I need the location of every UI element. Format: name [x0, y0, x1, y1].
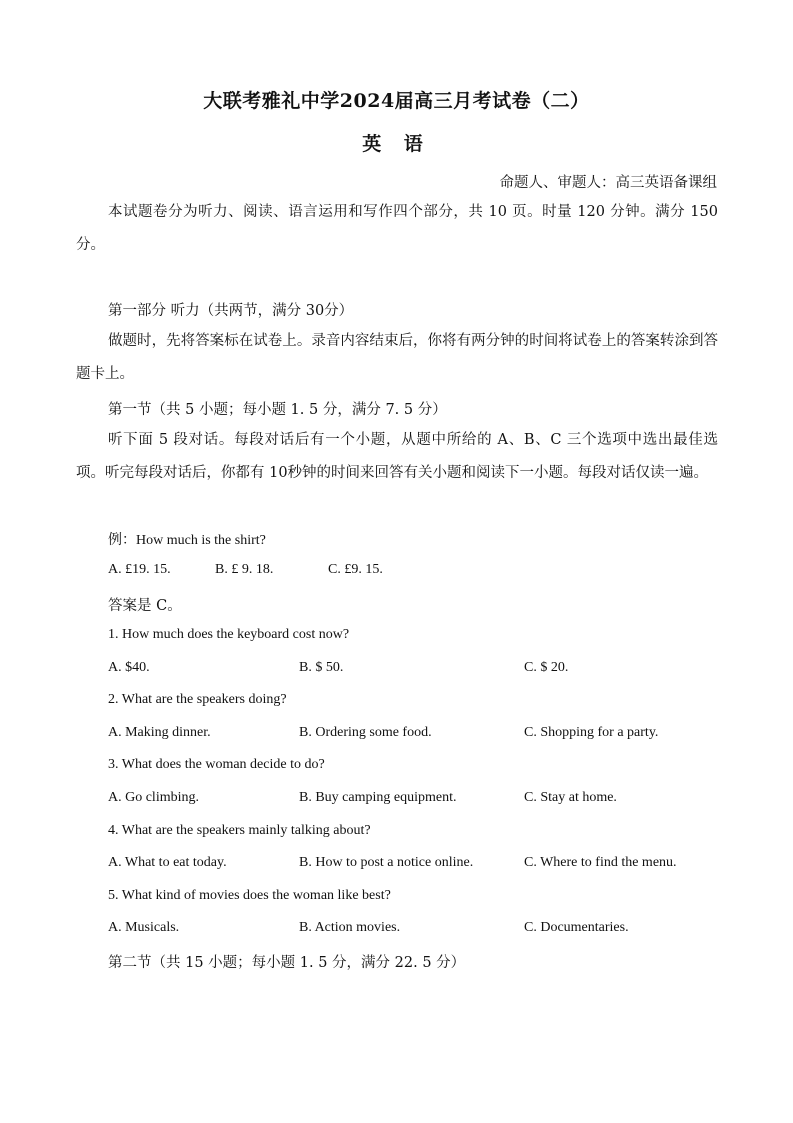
question-3-option-a: A. Go climbing. — [108, 790, 199, 805]
question-4-option-c: C. Where to find the menu. — [524, 855, 677, 870]
question-4-option-a: A. What to eat today. — [108, 855, 227, 870]
authors-line: 命题人、审题人：高三英语备课组 — [499, 175, 717, 191]
question-2-option-b: B. Ordering some food. — [299, 725, 432, 740]
example-question — [108, 529, 266, 549]
question-2-option-a: A. Making dinner. — [108, 725, 211, 740]
question-5-option-c: C. Documentaries. — [524, 920, 629, 935]
example-option-c: C. £9. 15. — [328, 562, 383, 577]
example-question-text: 例：How much is the shirt? — [108, 533, 266, 548]
question-5-option-a: A. Musicals. — [108, 920, 180, 935]
part1-instructions: 做题时，先将答案标在试卷上。录音内容结束后，你将有两分钟的时间将试卷上的答案转涂到答题卡上。 — [76, 333, 718, 382]
question-3-option-b: B. Buy camping equipment. — [299, 790, 457, 805]
question-2-stem: 2. What are the speakers doing? — [108, 692, 287, 707]
question-1-option-a: A. $40. — [108, 660, 150, 675]
question-5-option-b: B. Action movies. — [299, 920, 401, 935]
section2-heading: 第二节（共 15 小题；每小题 1. 5 分，满分 22. 5 分） — [108, 955, 466, 971]
question-5-stem: 5. What kind of movies does the woman like best? — [108, 888, 391, 903]
section1-heading: 第一节（共 5 小题；每小题 1. 5 分，满分 7. 5 分） — [108, 402, 447, 418]
question-3-stem: 3. What does the woman decide to do? — [108, 757, 325, 772]
section1-instructions: 听下面 5 段对话。每段对话后有一个小题，从题中所给的 A、B、C 三个选项中选出最佳选项。听完每段对话后，你都有 10秒钟的时间来回答有关小题和阅读下一小题。每段对话仅读一遍。 — [76, 432, 718, 481]
example-option-b: B. £ 9. 18. — [215, 562, 274, 577]
example-answer: 答案是 C。 — [108, 598, 182, 614]
question-1-option-c: C. $ 20. — [524, 660, 569, 675]
example-option-a: A. £19. 15. — [108, 562, 171, 577]
part1-heading: 第一部分 听力（共两节，满分 30分） — [108, 303, 354, 319]
question-3-option-c: C. Stay at home. — [524, 790, 617, 805]
question-2-option-c: C. Shopping for a party. — [524, 725, 659, 740]
exam-title: 大联考雅礼中学2024届高三月考试卷（二） — [203, 90, 590, 112]
subject-title: 英 语 — [362, 133, 431, 155]
question-1-option-b: B. $ 50. — [299, 660, 344, 675]
question-1-stem: 1. How much does the keyboard cost now? — [108, 627, 350, 642]
question-4-stem: 4. What are the speakers mainly talking about? — [108, 823, 371, 838]
question-4-option-b: B. How to post a notice online. — [299, 855, 474, 870]
intro-paragraph: 本试题卷分为听力、阅读、语言运用和写作四个部分，共 10 页。时量 120 分钟。满分 150分。 — [76, 204, 718, 253]
